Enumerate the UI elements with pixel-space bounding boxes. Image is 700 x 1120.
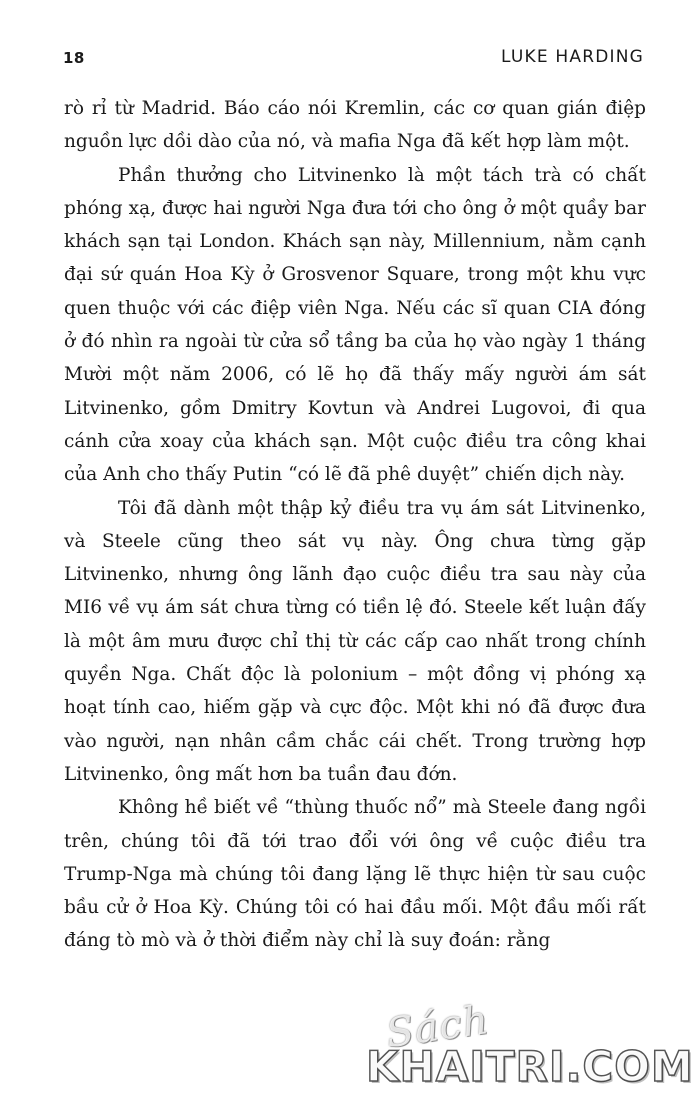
paragraph-continued: rò rỉ từ Madrid. Báo cáo nói Kremlin, các cơ quan gián điệp nguồn lực dồi dào của nó, và mafia Nga đã kết hợp làm một. xyxy=(64,98,646,153)
paragraph: Phần thưởng cho Litvinenko là một tách trà có chất phóng xạ, được hai người Nga đưa tới cho ông ở một quầy bar khách sạn tại London. Khách sạn này, Millennium, nằm cạnh đại sứ quán Hoa Kỳ ở Grosvenor Square, trong một khu vực quen thuộc với các điệp viên Nga. Nếu các sĩ quan CIA đóng ở đó nhìn ra ngoài từ cửa sổ tầng ba của họ vào ngày 1 tháng Mười một năm 2006, có lẽ họ đã thấy mấy người ám sát Litvinenko, gồm Dmitry Kovtun và Andrei Lugovoi, đi qua cánh cửa xoay của khách sạn. Một cuộc điều tra công khai của Anh cho thấy Putin “có lẽ đã phê duyệt” chiến dịch này. xyxy=(64,164,646,486)
paragraph: Tôi đã dành một thập kỷ điều tra vụ ám sát Litvinenko, và Steele cũng theo sát vụ này. Ông chưa từng gặp Litvinenko, nhưng ông lãnh đạo cuộc điều tra sau này của MI6 về vụ ám sát chưa từng có tiền lệ đó. Steele kết luận đấy là một âm mưu được chỉ thị từ các cấp cao nhất trong chính quyền Nga. Chất độc là polonium – một đồng vị phóng xạ hoạt tính cao, hiếm gặp và cực độc. Một khi nó đã được đưa vào người, nạn nhân cầm chắc cái chết. Trong trường hợp Litvinenko, ông mất hơn ba tuần đau đớn. xyxy=(64,497,646,785)
running-head-author: LUKE HARDING xyxy=(501,47,644,67)
paragraph: Không hề biết về “thùng thuốc nổ” mà Steele đang ngồi trên, chúng tôi đã tới trao đổi với ông về cuộc điều tra Trump-Nga mà chúng tôi đang lặng lẽ thực hiện từ sau cuộc bầu cử ở Hoa Kỳ. Chúng tôi có hai đầu mối. Một đầu mối rất đáng tò mò và ở thời điểm này chỉ là suy đoán: rằng xyxy=(64,797,646,952)
body-text xyxy=(64,92,646,958)
watermark-script-text: Sách xyxy=(383,997,493,1057)
watermark-logo xyxy=(366,997,694,1108)
watermark-brand-text: KHAITRI.COM xyxy=(366,1042,694,1091)
page-number: 18 xyxy=(63,49,85,67)
